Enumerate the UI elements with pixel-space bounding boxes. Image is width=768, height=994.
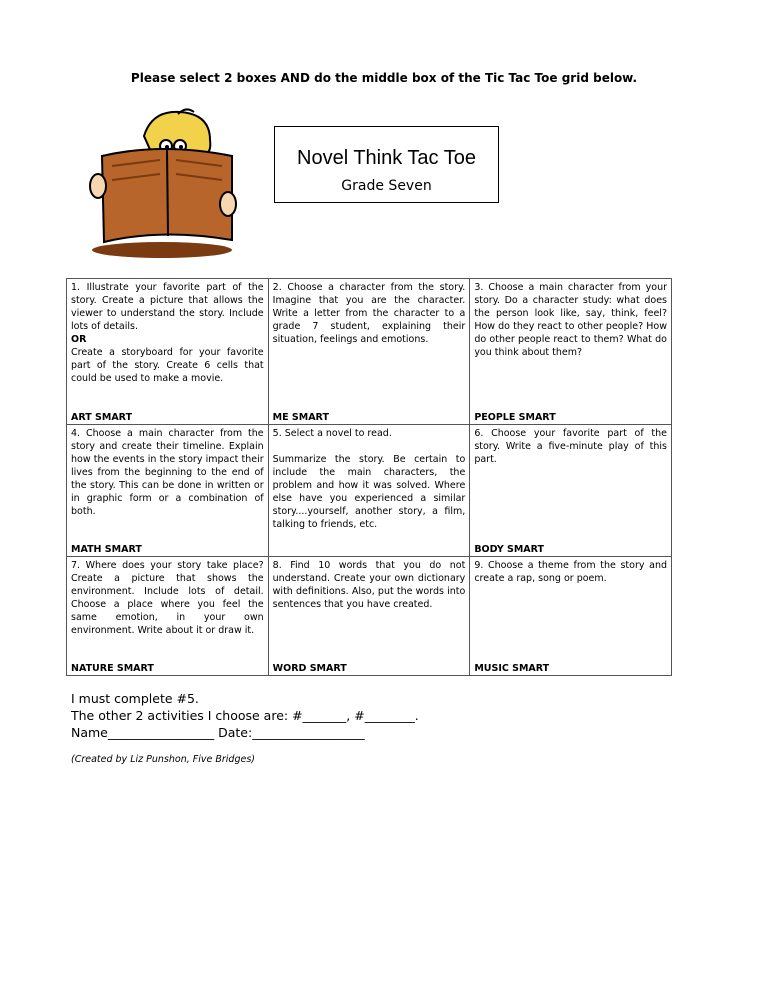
cell-text: 3. Choose a main character from your story. Do a character study: what does the person look like, say, think, feel? How do they react to other people? How do other people react to them? What do you think about them? [474,282,667,358]
cell-label: NATURE SMART [71,663,154,674]
grid-cell-7[interactable] [67,557,269,676]
cell-label: BODY SMART [474,544,545,555]
grid-cell-1[interactable] [67,279,269,425]
grid-cell-3[interactable] [470,279,672,425]
title-box [274,126,499,203]
grid-cell-9[interactable] [470,557,672,676]
must-complete-line: I must complete #5. [71,691,199,706]
cell-label: MATH SMART [71,544,142,555]
cell-text-2: Summarize the story. Be certain to include the main characters, the problem and how it was solved. Where else have you experienced a similar story....yourself, another story, a film, talking to friends, etc. [272,454,466,530]
instruction-text: Please select 2 boxes AND do the middle box of the Tic Tac Toe grid below. [130,71,638,85]
cell-text-2: Create a storyboard for your favorite part of the story. Create 6 cells that could be used to make a movie. [71,347,264,384]
tic-tac-toe-grid [66,278,672,676]
cell-label: ME SMART [272,412,329,423]
worksheet-subtitle: Grade Seven [341,178,432,194]
cell-text: 2. Choose a character from the story. Imagine that you are the character. Write a letter from the character to a grade 7 student, explaining their situation, feelings and emotions. [272,282,466,345]
cell-label: PEOPLE SMART [474,412,556,423]
completion-form [71,690,419,741]
grid-cell-8[interactable] [268,557,470,676]
credit-text: (Created by Liz Punshon, Five Bridges) [71,754,255,765]
cell-label: WORD SMART [272,663,347,674]
cell-or: OR [71,334,87,345]
grid-cell-4[interactable] [67,425,269,557]
cell-text: 6. Choose your favorite part of the story. Write a five-minute play of this part. [474,428,667,465]
cell-text: 5. Select a novel to read. [272,428,392,439]
worksheet-title: Novel Think Tac Toe [297,147,476,169]
grid-cell-2[interactable] [268,279,470,425]
cell-text: 8. Find 10 words that you do not understand. Create your own dictionary with definitions. Also, put the words into sentences that you have created. [272,560,466,610]
cell-text: 7. Where does your story take place? Create a picture that shows the environment. Include lots of detail. Choose a place where you feel the same emotion, in your own environment. Write about it or draw it. [71,560,264,636]
cell-text: 4. Choose a main character from the story and create their timeline. Explain how the events in the story impact their lives from the beginning to the end of the story. This can be done in written or in graphic form or a combination of both. [71,428,264,517]
reading-child-clipart [82,106,242,260]
cell-label: MUSIC SMART [474,663,550,674]
name-date-line[interactable]: Name_________________ Date:__________________ [71,725,365,740]
cell-label: ART SMART [71,412,133,423]
activities-choice-line[interactable]: The other 2 activities I choose are: #_______, #________. [71,708,419,723]
cell-text: 1. Illustrate your favorite part of the story. Create a picture that allows the viewer to understand the story. Include lots of details. [71,282,264,332]
grid-cell-5[interactable] [268,425,470,557]
cell-text: 9. Choose a theme from the story and create a rap, song or poem. [474,560,667,584]
grid-cell-6[interactable] [470,425,672,557]
